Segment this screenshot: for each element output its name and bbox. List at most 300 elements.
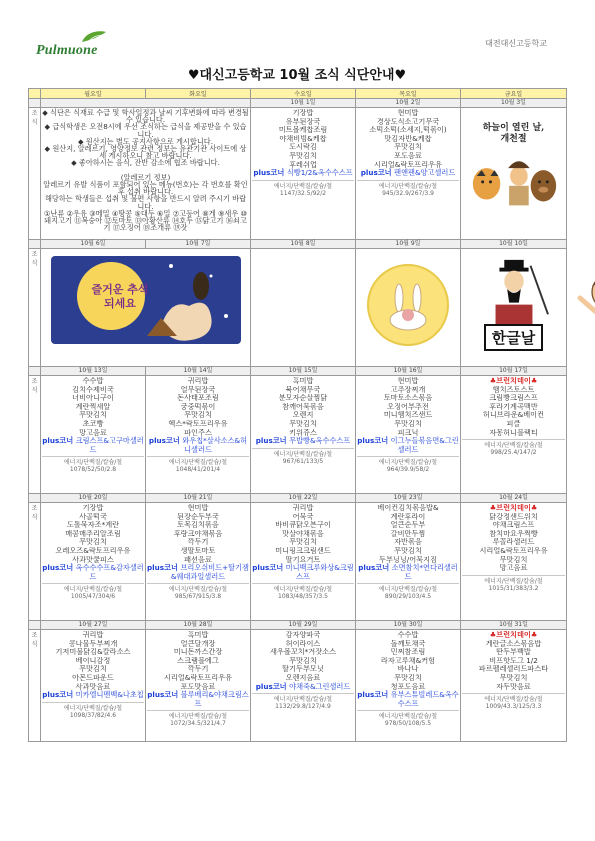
menu-item: 무맛김치 [394, 546, 422, 555]
meal-label: 조 식 [29, 376, 41, 494]
menu-item: 오렌지음료 [285, 673, 321, 682]
menu-item: 베이컨김치볶음밥& [377, 504, 439, 512]
menu-item: 헥스*락토프리우유 [168, 419, 228, 428]
nutrition-label: 에너지/단백질/칼슘/철 [63, 459, 123, 467]
nutrition-label: 에너지/단백질/칼슘/철 [378, 713, 438, 721]
plus-corner-menu: 옥수수수프&감자샐러드 [75, 563, 144, 581]
menu-cell [251, 630, 356, 742]
plus-corner-menu: 브리오쉬비드+딸기잼&웨대과일샐러드 [170, 563, 249, 581]
menu-item: 오레오즈&락토프리우유 [55, 546, 131, 555]
date-cell: 10월 10일 [461, 240, 567, 249]
plus-corner [147, 437, 249, 454]
plus-corner-label: plus코너 [42, 436, 76, 446]
nutrition-label: 에너지/단백질/칼슘/철 [63, 704, 123, 712]
menu-item: 파르펠레셀러드파스타 [478, 665, 549, 674]
cheering-boy-icon [568, 264, 595, 344]
nutrition-values: 978/50/108/5.5 [384, 720, 432, 728]
nutrition-label: 에너지/단백질/칼슘/철 [63, 586, 123, 594]
meal-label: 조 식 [29, 108, 41, 240]
date-cell: 10월 29일 [251, 621, 356, 630]
menu-item: 현미밥 [397, 109, 419, 117]
menu-item: 기장밥 [292, 109, 314, 117]
nutrition-values: 1015/31/383/3.2 [488, 584, 539, 592]
nutrition-info [252, 448, 354, 465]
nutrition-values: 1009/43.3/125/3.3 [485, 703, 542, 711]
menu-item: 두부닝닝/어묵지짐 [379, 555, 437, 564]
menu-item: 민찌참조림 [390, 648, 426, 657]
plus-corner-menu: 와우칩*살사소스&허니샐러드 [182, 436, 248, 454]
menu-item: 깍두기 [187, 538, 209, 547]
side-spacer [29, 367, 41, 376]
date-cell: 10월 14일 [146, 367, 251, 376]
plus-corner [252, 683, 354, 692]
menu-item: 패션음료 [184, 555, 212, 564]
menu-item: 무맛김치 [289, 656, 317, 665]
menu-item: 무맛김치 [79, 411, 107, 420]
menu-item: 기장밥 [82, 504, 104, 512]
plus-corner-menu: 크림스프&고구마샐러드 [75, 436, 144, 454]
menu-item: 김치수제비국 [72, 385, 114, 394]
day-header: 수요일 [251, 89, 356, 99]
nutrition-values: 1048/41/201/4 [175, 466, 221, 474]
menu-item: 귀리밥 [292, 504, 314, 512]
menu-item: 사과맛쿨피스 [72, 555, 114, 564]
date-cell [41, 99, 251, 108]
menu-item: 매콤매추리알조림 [65, 529, 121, 538]
date-row [29, 621, 567, 630]
menu-item: 시리얼&락토프리우유 [373, 160, 443, 169]
date-cell: 10월 27일 [41, 621, 146, 630]
holiday-cell [461, 108, 567, 240]
menu-item: 고추장찌개 [390, 385, 426, 394]
plus-corner-label: plus코너 [42, 690, 76, 700]
date-cell: 10월 20일 [41, 494, 146, 503]
menu-item: 현미밥 [187, 504, 209, 512]
plus-corner-label: plus코너 [147, 563, 181, 573]
menu-item: 도톨묵자조*계란 [66, 521, 120, 530]
plus-corner-label: plus코너 [42, 563, 76, 573]
menu-item: 미니돈까스간장 [173, 648, 223, 657]
menu-row [29, 108, 567, 240]
menu-item: 얼무된장국 [180, 385, 216, 394]
plus-corner-label: plus코너 [148, 436, 183, 446]
menu-item: 무맛김치 [394, 419, 422, 428]
nutrition-info [357, 710, 459, 727]
nutrition-label: 에너지/단백질/칼슘/철 [484, 442, 543, 450]
page-title: ♥대신고등학교 10월 조식 식단안내♥ [187, 68, 407, 83]
menu-item: 망고음료 [499, 564, 528, 573]
menu-item: 미트볼케찹조림 [278, 126, 328, 135]
plus-corner-menu: 유부스튜빌레드&옥수수스프 [390, 690, 459, 708]
menu-item: 흑미밥 [187, 631, 209, 639]
nutrition-values: 964/39.9/58/2 [386, 466, 430, 474]
menu-item: 맛김자반&케찹 [384, 134, 432, 143]
nutrition-info [42, 702, 144, 719]
menu-item: 토마토소스볶음 [383, 394, 433, 403]
date-row [29, 240, 567, 249]
day-header: 월요일 [41, 89, 146, 99]
menu-item: 궁중떡볶이 [180, 402, 216, 411]
menu-item: 오징어부추전 [387, 402, 429, 411]
menu-item: 무맛김치 [289, 538, 317, 547]
nutrition-info [147, 583, 249, 600]
menu-item: 무맛김치 [394, 143, 422, 152]
day-header-row [29, 89, 567, 99]
menu-item: 키위쥬스 [289, 428, 317, 437]
plus-corner [147, 691, 249, 708]
menu-item: 후레쉬업 [289, 160, 317, 169]
menu-item: 된장순두부국 [177, 512, 219, 521]
menu-row [29, 376, 567, 494]
side-spacer [29, 494, 41, 503]
menu-item: 햄치즈토스트 [492, 385, 535, 394]
menu-cell [461, 376, 567, 494]
date-cell: 10월 30일 [356, 621, 461, 630]
menu-item: 자반볶음 [394, 538, 422, 547]
date-cell: 10월 23일 [356, 494, 461, 503]
nutrition-values: 967/61/133/5 [282, 457, 324, 465]
menu-item: 크림빵크림스프 [489, 394, 538, 403]
plus-corner [147, 564, 249, 581]
plus-corner-label: plus코너 [357, 436, 391, 446]
menu-cell [41, 630, 146, 742]
menu-cell [146, 630, 251, 742]
school-name: 대전대신고등학교 [485, 39, 547, 48]
date-cell: 10월 17일 [461, 367, 567, 376]
nutrition-values: 1072/34.5/321/4.7 [170, 720, 226, 728]
menu-item: 비프핫도그 1/2 [489, 656, 538, 665]
menu-item: 무맛김치 [184, 411, 212, 420]
menu-item: 허니브라운&베이컨 [482, 411, 545, 420]
menu-item: 청포도음료 [390, 682, 426, 691]
menu-item: 야채크림스프 [492, 521, 535, 530]
menu-cell [146, 376, 251, 494]
menu-item: 갈비만두찜 [390, 529, 426, 538]
plus-corner-menu: 팬앤팬&양고셀러드 [394, 168, 456, 178]
nutrition-info [147, 456, 249, 473]
menu-item: 사과맛음료 [75, 682, 111, 691]
menu-item: 야채비빔&케찹 [279, 134, 327, 143]
date-cell: 10월 7일 [146, 240, 251, 249]
menu-item: 시리얼&락토프리우유 [479, 546, 548, 555]
menu-cell [356, 376, 461, 494]
menu-item: 너비아니구이 [72, 394, 114, 403]
nutrition-label: 에너지/단백질/칼슘/철 [484, 577, 543, 585]
plus-corner-label: plus코너 [358, 563, 392, 573]
notice-text: ◆ 식단은 식재료 수급 및 학사일정과 날씨 기후변화에 따라 변경될 수 있습니다. ◆ 급식학생은 오전8시에 우선 조식하는 급식을 제공받을 수 있습니다. ◆ 원산지는 별도 공지사항으로 게시합니다. ◆ 원산지, 알레르기, 영양정보 관련 정보는 유관기관 사이트에 상세 게시하오니 참고 바랍니다. ◆ 좋아하시는 음식, 잔반 감소에 협조 바랍니다. (알레르기 정보) 알레르기 유발 식품이 포함되어 있는 메뉴(번호)는 각 번호를 확인 후 섭취 바랍니다. 해당하는 학생들은 섭취 및 불편 사항을 반드시 알려 주시기 바랍니다. ①난류 ②우유 ③메밀 ④땅콩 ⑤대두 ⑥밀 ⑦고등어 ⑧게 ⑨새우 ⑩돼지고기 ⑪복숭아 ⑫토마토 ⑬아황산류 ⑭호두 ⑮닭고기 ⑯쇠고기 ⑰오징어 ⑱조개류 ⑲잣 [42, 108, 249, 233]
menu-cell [146, 503, 251, 621]
nutrition-values: 890/29/103/4.5 [384, 593, 432, 601]
plus-corner-label: plus코너 [360, 168, 395, 178]
plus-corner [357, 169, 459, 178]
menu-item: 분모자순살찜닭 [278, 394, 328, 403]
brand-logo [34, 30, 114, 64]
nutrition-info [462, 575, 565, 592]
menu-cell [41, 503, 146, 621]
date-cell: 10월 1일 [251, 99, 356, 108]
nutrition-label: 에너지/단백질/칼슘/철 [273, 586, 333, 594]
plus-corner-menu: 블루베리&야채크림스프 [180, 690, 249, 708]
plus-corner [252, 564, 354, 581]
nutrition-info [252, 583, 354, 600]
menu-item: 도시락김 [289, 143, 317, 152]
menu-item: 딸기두부모닛 [282, 665, 324, 674]
plus-corner-label: plus코너 [357, 690, 391, 700]
date-cell: 10월 28일 [146, 621, 251, 630]
plus-corner-label: plus코너 [255, 681, 290, 691]
menu-item: 맛살야채볶음 [282, 529, 324, 538]
date-cell: 10월 22일 [251, 494, 356, 503]
corner-cell [29, 89, 41, 99]
day-header: 목요일 [356, 89, 461, 99]
date-cell: 10월 16일 [356, 367, 461, 376]
menu-item: 북어채무국 [285, 385, 321, 394]
plus-corner [357, 437, 459, 454]
date-cell: 10월 8일 [251, 240, 356, 249]
king-sejong-icon [469, 256, 559, 324]
nutrition-values: 998/25.4/147/2 [490, 449, 537, 457]
chuseok-greeting: 즐거운 추석 되세요 [91, 283, 149, 310]
menu-item: 피크닉 [397, 428, 419, 437]
menu-item: 깍두기 [187, 665, 209, 674]
holiday-title: 하늘이 열린 날, 개천절 [482, 123, 545, 144]
menu-item: 얼큰순두부 [390, 521, 426, 530]
plus-corner [42, 564, 144, 581]
date-cell: 10월 3일 [461, 99, 567, 108]
menu-item: 자두맛음료 [496, 682, 531, 691]
menu-item: 허이라이스 [285, 639, 321, 648]
date-cell: 10월 24일 [461, 494, 567, 503]
menu-cell [251, 503, 356, 621]
menu-item: 베이니감정 [75, 656, 111, 665]
nutrition-values: 1147/32.5/92/2 [279, 189, 327, 197]
menu-item: 새우볼꼬치*겨잣소스 [269, 648, 337, 657]
menu-item: 스크램블에그 [177, 656, 219, 665]
plus-corner-menu: 무밥빵&옥수수스프 [289, 436, 351, 446]
menu-item: 참깨어묵볶음 [282, 402, 324, 411]
menu-cell [356, 630, 461, 742]
meal-label: 조 식 [29, 630, 41, 742]
blank-cell [251, 249, 356, 367]
menu-item: 경상도식소고기무국 [376, 117, 440, 126]
rabbit-cell [356, 249, 461, 367]
day-header: 금요일 [461, 89, 567, 99]
moon-rabbit-icon [363, 260, 453, 350]
brand-name: Pulmuone [36, 43, 98, 58]
plus-corner [252, 437, 354, 446]
day-header: 화요일 [146, 89, 251, 99]
nutrition-info [252, 180, 354, 197]
menu-item: 기저미불닭김&칼라소스 [55, 648, 131, 657]
menu-item: 참치마요우쩍빵 [489, 529, 538, 538]
menu-item: 돌깨토채국 [390, 639, 426, 648]
menu-item: 어묵국 [292, 512, 314, 521]
nutrition-values: 1078/52/50/2.8 [69, 466, 117, 474]
nutrition-info [42, 583, 144, 600]
plus-corner-menu: 야채죽&그린샐러드 [289, 681, 351, 691]
meal-label: 조 식 [29, 249, 41, 367]
menu-item: 사골떡국 [79, 512, 107, 521]
menu-item: 무맛김치 [289, 419, 317, 428]
menu-cell [356, 108, 461, 240]
notice-cell [41, 108, 251, 240]
menu-item: 무맛김치 [79, 665, 107, 674]
menu-item: 초코빵 [82, 419, 104, 428]
menu-item: 라자고루채&커험 [380, 656, 436, 665]
nutrition-label: 에너지/단백질/칼슘/철 [273, 450, 333, 458]
nutrition-info [357, 456, 459, 473]
nutrition-info [357, 583, 459, 600]
menu-item: 피클 [506, 419, 521, 428]
menu-item: 수수밥 [82, 377, 104, 385]
nutrition-label: 에너지/단백질/칼슘/철 [273, 182, 333, 190]
date-cell: 10월 9일 [356, 240, 461, 249]
menu-cell [251, 108, 356, 240]
nutrition-values: 1098/37/82/4.6 [69, 711, 117, 719]
special-day-label: ♣브런치데이♣ [489, 504, 538, 512]
nutrition-label: 에너지/단백질/칼슘/철 [273, 696, 333, 704]
date-cell: 10월 15일 [251, 367, 356, 376]
plus-corner [42, 691, 144, 700]
meal-label: 조 식 [29, 503, 41, 621]
plus-corner [42, 437, 144, 454]
menu-item: 파인주스 [184, 428, 212, 437]
date-row [29, 99, 567, 108]
menu-item: 후라기계곡맥반 [489, 402, 538, 411]
date-cell: 10월 2일 [356, 99, 461, 108]
plus-corner [357, 691, 459, 708]
plus-corner-menu: 식빵1/2&옥수수스프 [286, 168, 353, 178]
date-cell: 10월 13일 [41, 367, 146, 376]
plus-corner-menu: 소면참치*연다리샐러드 [391, 563, 458, 581]
plus-corner [252, 169, 354, 178]
plus-corner-label: plus코너 [147, 690, 181, 700]
nutrition-label: 에너지/단백질/칼슘/철 [168, 459, 228, 467]
menu-item: 후랑크야채볶음 [173, 529, 223, 538]
hangeul-cell [461, 249, 567, 367]
menu-cell [41, 376, 146, 494]
menu-item: 생딸토마토 [180, 546, 216, 555]
nutrition-values: 945/32.9/267/3.9 [382, 189, 434, 197]
menu-item: 유부된장국 [285, 117, 321, 126]
menu-row [29, 503, 567, 621]
plus-corner-menu: 이그누들볶음면&그린셀러드 [390, 436, 459, 454]
nutrition-values: 1132/29.8/127/4.9 [275, 703, 331, 711]
menu-item: 오렌지 [292, 411, 314, 420]
menu-item: 딴두부백밥 [496, 648, 531, 657]
menu-item: 감자양파국 [285, 631, 321, 639]
nutrition-label: 에너지/단백질/칼슘/철 [378, 182, 438, 190]
date-cell: 10월 21일 [146, 494, 251, 503]
nutrition-label: 에너지/단백질/칼슘/철 [484, 696, 543, 704]
menu-cell [251, 376, 356, 494]
menu-item: 바나나 [397, 665, 419, 674]
menu-item: 미니햄치즈샌드 [383, 411, 433, 420]
menu-item: 무맛김치 [394, 673, 422, 682]
date-row [29, 367, 567, 376]
nutrition-info [357, 180, 459, 197]
plus-corner-label: plus코너 [252, 563, 286, 573]
menu-row [29, 630, 567, 742]
plus-corner-menu: 미니백크루와상&크림스프 [285, 563, 354, 581]
nutrition-label: 에너지/단백질/칼슘/철 [168, 713, 228, 721]
menu-item: 무맛김치 [79, 538, 107, 547]
plus-corner-menu: 미카엘니멘벡&나초칩 [75, 690, 144, 700]
menu-item: 콩나물두부찌개 [68, 639, 118, 648]
menu-item: 바비큐닭오븐구이 [275, 521, 331, 530]
nutrition-info [147, 710, 249, 727]
menu-table [28, 88, 567, 742]
menu-item: 토목김치볶음 [177, 521, 219, 530]
nutrition-info [42, 456, 144, 473]
plus-corner-label: plus코너 [253, 168, 287, 178]
menu-item: 무맛김치 [499, 673, 528, 682]
leaf-icon [78, 30, 108, 44]
menu-item: 게란글소스볶음밥 [485, 639, 542, 648]
nutrition-values: 985/67/915/3.8 [174, 593, 222, 601]
menu-item: 얼큰달개장 [180, 639, 216, 648]
chuseok-cell [41, 249, 251, 367]
nutrition-label: 에너지/단백질/칼슘/철 [168, 586, 228, 594]
menu-item: 아몬드파운드 [72, 673, 114, 682]
menu-item: 무맛김치 [499, 555, 528, 564]
nutrition-values: 1005/47/304/6 [70, 593, 116, 601]
date-cell: 10월 6일 [41, 240, 146, 249]
plus-corner-label: plus코너 [255, 436, 290, 446]
dangun-illustration [465, 145, 563, 207]
menu-row [29, 249, 567, 367]
menu-cell [356, 503, 461, 621]
menu-item: 포도맛음료 [180, 682, 216, 691]
menu-item: 수수밥 [397, 631, 419, 639]
menu-item: 현미밥 [397, 377, 419, 385]
side-spacer [29, 99, 41, 108]
plus-corner [357, 564, 459, 581]
menu-cell [461, 630, 567, 742]
menu-item: 루꼴라샐러드 [492, 538, 535, 547]
nutrition-label: 에너지/단백질/칼슘/철 [378, 459, 438, 467]
menu-item: 돈사태포조림 [177, 394, 219, 403]
nutrition-label: 에너지/단백질/칼슘/철 [378, 586, 438, 594]
menu-item: 자몽허니블랙티 [489, 428, 538, 437]
menu-item: 소떡소떡(소세지,떡볶이) [369, 126, 447, 135]
special-day-label: ♣브런치데이♣ [489, 377, 538, 385]
menu-item: 시리얼&락토프리우유 [163, 673, 233, 682]
menu-item: 닭강정샌드위치 [489, 512, 538, 521]
menu-item: 딸기요거트 [285, 555, 321, 564]
side-spacer [29, 621, 41, 630]
nutrition-info [462, 439, 565, 456]
date-cell: 10월 31일 [461, 621, 567, 630]
menu-item: 귀리밥 [187, 377, 209, 385]
menu-item: 미니핑크크림샌드 [275, 546, 331, 555]
menu-item: 계란후라이 [390, 512, 426, 521]
menu-item: 귀리밥 [82, 631, 104, 639]
menu-cell [461, 503, 567, 621]
special-day-label: ♣브런치데이♣ [489, 631, 538, 639]
side-spacer [29, 240, 41, 249]
hangeul-day-title: 한글날 [484, 324, 543, 351]
date-row [29, 494, 567, 503]
nutrition-info [252, 693, 354, 710]
nutrition-info [462, 693, 565, 710]
menu-item: 계란찍새알 [75, 402, 111, 411]
nutrition-values: 1083/48/357/3.5 [278, 593, 328, 601]
menu-item: 망고음료 [79, 428, 107, 437]
menu-item: 포도음료 [394, 151, 422, 160]
menu-item: 흑미밥 [292, 377, 314, 385]
menu-item: 무맛김치 [289, 151, 317, 160]
